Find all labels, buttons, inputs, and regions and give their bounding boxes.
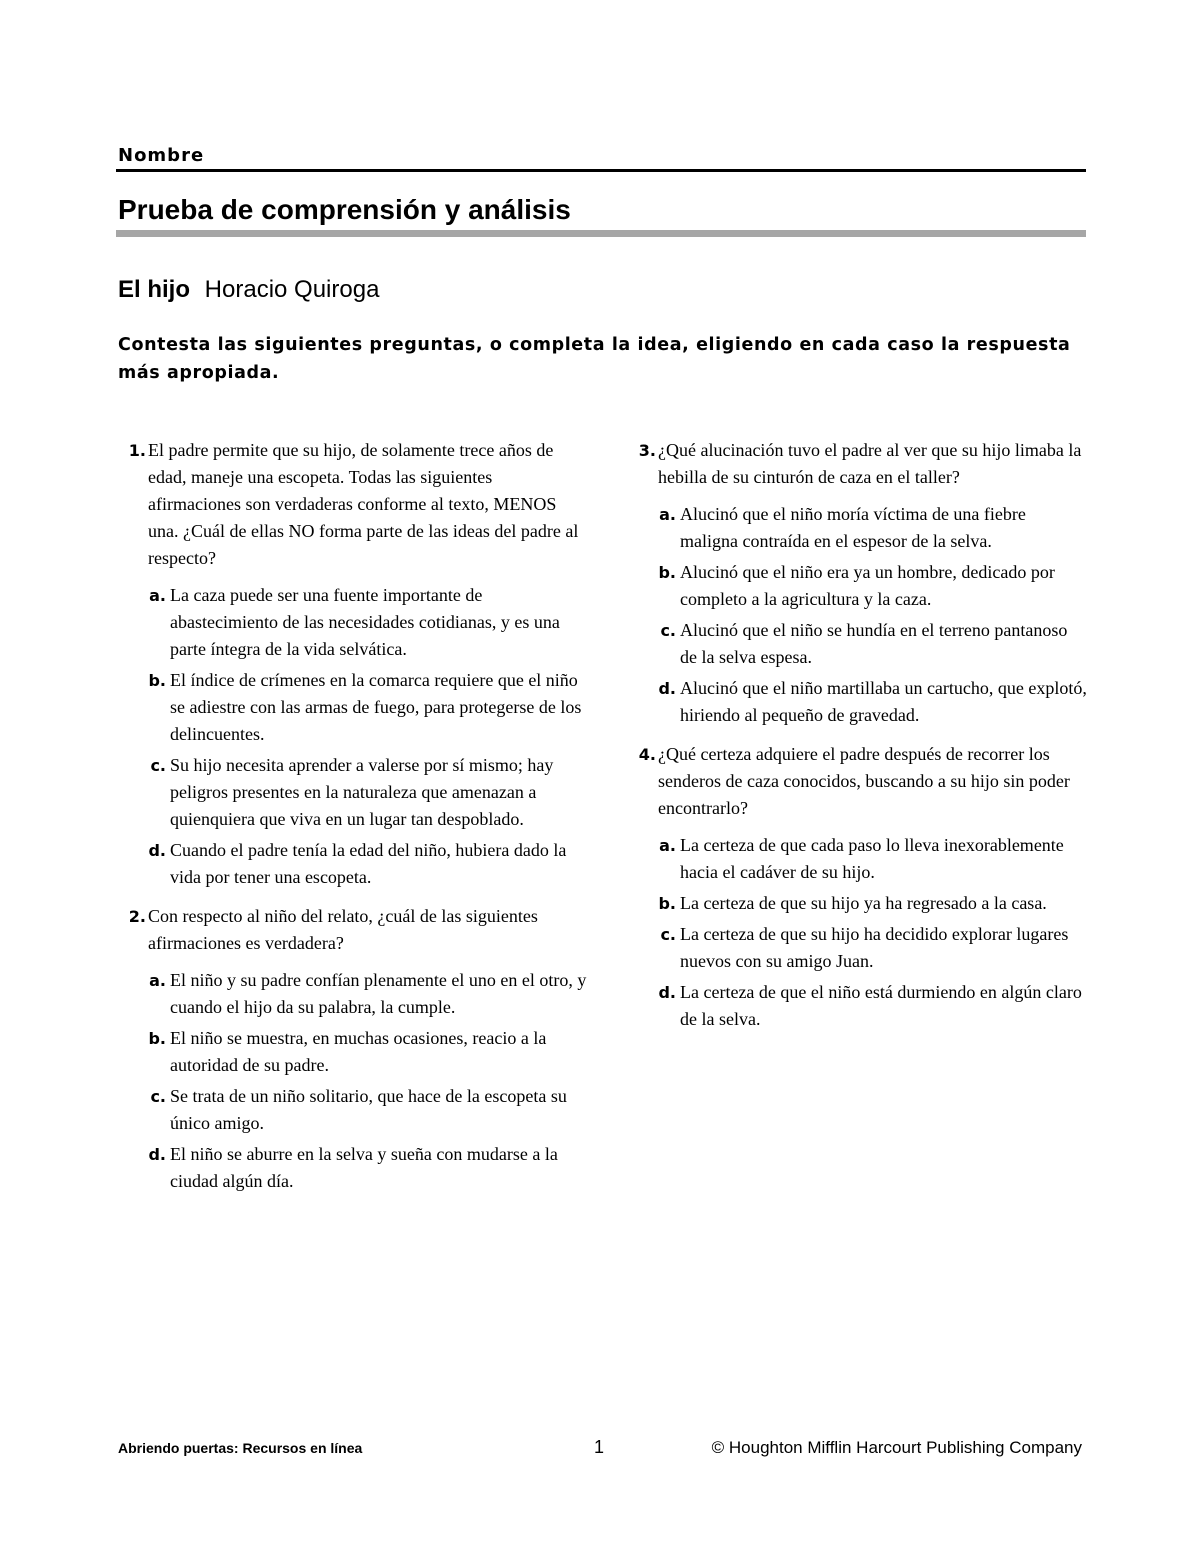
question-4 — [628, 741, 1088, 1033]
story-title: El hijo — [118, 276, 190, 303]
option-text: Cuando el padre tenía la edad del niño, hubiera dado la vida por tener una escopeta. — [170, 840, 567, 887]
option-text: El niño y su padre confían plenamente el uno en el otro, y cuando el hijo da su palabra, la cumple. — [170, 970, 587, 1017]
page-number: 1 — [594, 1437, 605, 1457]
option-b — [144, 667, 588, 748]
question-text: ¿Qué alucinación tuvo el padre al ver que su hijo limaba la hebilla de su cinturón de caza en el taller? — [658, 440, 1082, 487]
option-text: El niño se aburre en la selva y sueña con mudarse a la ciudad algún día. — [170, 1144, 558, 1191]
option-letter: a. — [659, 505, 676, 524]
option-c — [654, 921, 1088, 975]
option-d — [654, 979, 1088, 1033]
option-letter: b. — [658, 563, 676, 582]
story-heading — [118, 276, 379, 304]
option-text: Alucinó que el niño moría víctima de una fiebre maligna contraída en el espesor de la selva. — [680, 504, 1026, 551]
option-letter: c. — [150, 1087, 166, 1106]
option-c — [144, 752, 588, 833]
title-divider — [116, 230, 1086, 237]
option-a — [144, 582, 588, 663]
question-3 — [628, 437, 1088, 729]
right-column — [628, 437, 1088, 1045]
name-label: Nombre — [118, 145, 205, 166]
option-c — [144, 1083, 588, 1137]
footer-source: Abriendo puertas: Recursos en línea — [118, 1440, 363, 1456]
option-letter: c. — [150, 756, 166, 775]
option-text: La certeza de que cada paso lo lleva inexorablemente hacia el cadáver de su hijo. — [680, 835, 1064, 882]
footer-copyright: © Houghton Mifflin Harcourt Publishing Company — [711, 1438, 1082, 1457]
option-c — [654, 617, 1088, 671]
option-letter: c. — [660, 925, 676, 944]
option-text: Alucinó que el niño se hundía en el terreno pantanoso de la selva espesa. — [680, 620, 1068, 667]
option-letter: c. — [660, 621, 676, 640]
option-letter: d. — [148, 841, 166, 860]
name-line — [116, 169, 1086, 172]
story-author: Horacio Quiroga — [204, 276, 380, 303]
option-a — [654, 501, 1088, 555]
question-number: 1. — [128, 441, 146, 460]
option-text: La caza puede ser una fuente importante de abastecimiento de las necesidades cotidianas, y es una parte íntegra de la vida selvática. — [170, 585, 560, 659]
page-title: Prueba de comprensión y análisis — [118, 194, 571, 225]
option-letter: d. — [148, 1145, 166, 1164]
option-b — [654, 890, 1088, 917]
option-letter: d. — [658, 679, 676, 698]
option-text: La certeza de que su hijo ha decidido explorar lugares nuevos con su amigo Juan. — [680, 924, 1069, 971]
option-d — [144, 1141, 588, 1195]
option-d — [144, 837, 588, 891]
question-text: ¿Qué certeza adquiere el padre después de recorrer los senderos de caza conocidos, buscando a su hijo sin poder encontrarlo? — [658, 744, 1070, 818]
option-text: Su hijo necesita aprender a valerse por sí mismo; hay peligros presentes en la naturaleza que amenazan a quienquiera que viva en un lugar tan despoblado. — [170, 755, 554, 829]
option-b — [144, 1025, 588, 1079]
option-text: La certeza de que el niño está durmiendo en algún claro de la selva. — [680, 982, 1082, 1029]
question-1 — [118, 437, 588, 891]
option-letter: a. — [659, 836, 676, 855]
question-number: 4. — [638, 745, 656, 764]
question-text: Con respecto al niño del relato, ¿cuál de las siguientes afirmaciones es verdadera? — [148, 906, 538, 953]
option-letter: a. — [149, 971, 166, 990]
option-a — [654, 832, 1088, 886]
option-text: Alucinó que el niño martillaba un cartucho, que explotó, hiriendo al pequeño de gravedad. — [680, 678, 1087, 725]
option-letter: a. — [149, 586, 166, 605]
option-letter: d. — [658, 983, 676, 1002]
instructions: Contesta las siguientes preguntas, o completa la idea, eligiendo en cada caso la respuesta más apropiada. — [118, 335, 1071, 383]
question-number: 2. — [128, 907, 146, 926]
left-column — [118, 437, 588, 1207]
question-number: 3. — [638, 441, 656, 460]
option-a — [144, 967, 588, 1021]
option-text: Se trata de un niño solitario, que hace de la escopeta su único amigo. — [170, 1086, 567, 1133]
option-text: El niño se muestra, en muchas ocasiones, reacio a la autoridad de su padre. — [170, 1028, 547, 1075]
option-d — [654, 675, 1088, 729]
question-2 — [118, 903, 588, 1195]
option-text: El índice de crímenes en la comarca requiere que el niño se adiestre con las armas de fuego, para protegerse de los delincuentes. — [170, 670, 582, 744]
option-letter: b. — [148, 671, 166, 690]
question-text: El padre permite que su hijo, de solamente trece años de edad, maneje una escopeta. Todas las siguientes afirmaciones son verdaderas conforme al texto, MENOS una. ¿Cuál de ellas NO forma parte de las ideas del padre al respecto? — [148, 440, 579, 568]
option-letter: b. — [658, 894, 676, 913]
option-letter: b. — [148, 1029, 166, 1048]
option-text: La certeza de que su hijo ya ha regresado a la casa. — [680, 893, 1047, 913]
option-text: Alucinó que el niño era ya un hombre, dedicado por completo a la agricultura y la caza. — [680, 562, 1055, 609]
option-b — [654, 559, 1088, 613]
